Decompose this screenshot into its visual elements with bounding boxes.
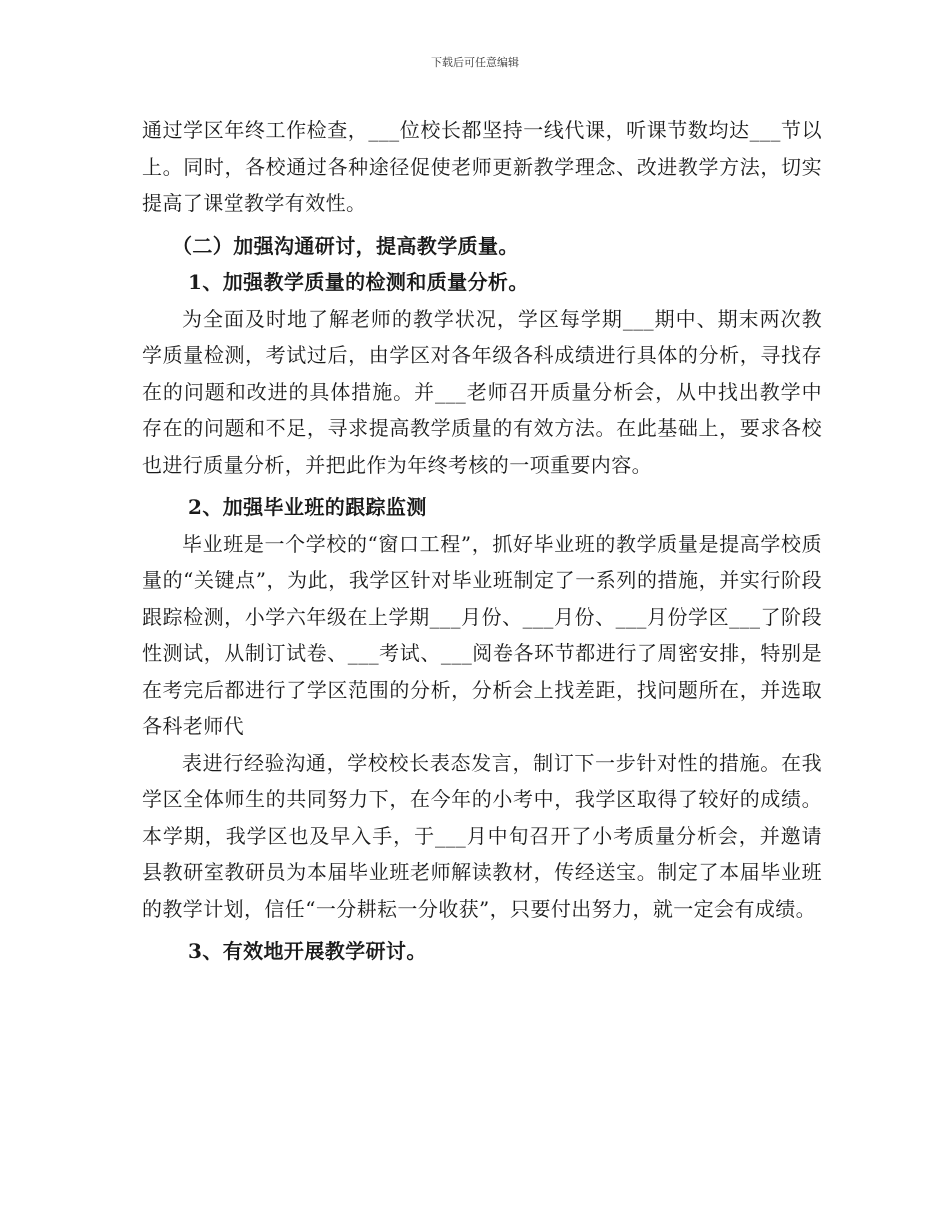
page-header: 下载后可任意编辑 — [431, 56, 519, 69]
paragraph-graduating-class-b: 表进行经验沟通，学校校长表态发言，制订下一步针对性的措施。在我学区全体师生的共同努力下，在今年的小考中，我学区取得了较好的成绩。本学期，我学区也及早入手，于___月中旬召开了小考质量分析会，并邀请县教研室教研员为本届毕业班老师解读教材，传经送宝。制定了本届毕业班的教学计划，信任“一分耕耘一分收获”，只要付出努力，就一定会有成绩。 — [142, 750, 822, 921]
paragraph-quality-analysis: 为全面及时地了解老师的教学状况，学区每学期___期中、期末两次教学质量检测，考试过后，由学区对各年级各科成绩进行具体的分析，寻找存在的问题和改进的具体措施。并___老师召开质量分析会，从中找出教学中存在的问题和不足，寻求提高教学质量的有效方法。在此基础上，要求各校也进行质量分析，并把此作为年终考核的一项重要内容。 — [142, 306, 822, 477]
document-body — [142, 112, 822, 970]
subsection-heading-2-3: 3、有效地开展教学研讨。 — [188, 939, 427, 963]
subsection-heading-2-2: 2、加强毕业班的跟踪监测 — [188, 495, 427, 519]
paragraph-intro: 通过学区年终工作检查，___位校长都坚持一线代课，听课节数均达___节以上。同时，各校通过各种途径促使老师更新教学理念、改进教学方法，切实提高了课堂教学有效性。 — [142, 118, 822, 215]
paragraph-graduating-class-a: 毕业班是一个学校的“窗口工程”，抓好毕业班的教学质量是提高学校质量的“关键点”，为此，我学区针对毕业班制定了一系列的措施，并实行阶段跟踪检测，小学六年级在上学期___月份、___月份、___月份学区___了阶段性测试，从制订试卷、___考试、___阅卷各环节都进行了周密安排，特别是在考完后都进行了学区范围的分析，分析会上找差距，找问题所在，并选取各科老师代 — [142, 531, 822, 738]
section-heading-2: （二）加强沟通研讨，提高教学质量。 — [172, 233, 519, 258]
subsection-heading-2-1: 1、加强教学质量的检测和质量分析。 — [188, 270, 529, 294]
